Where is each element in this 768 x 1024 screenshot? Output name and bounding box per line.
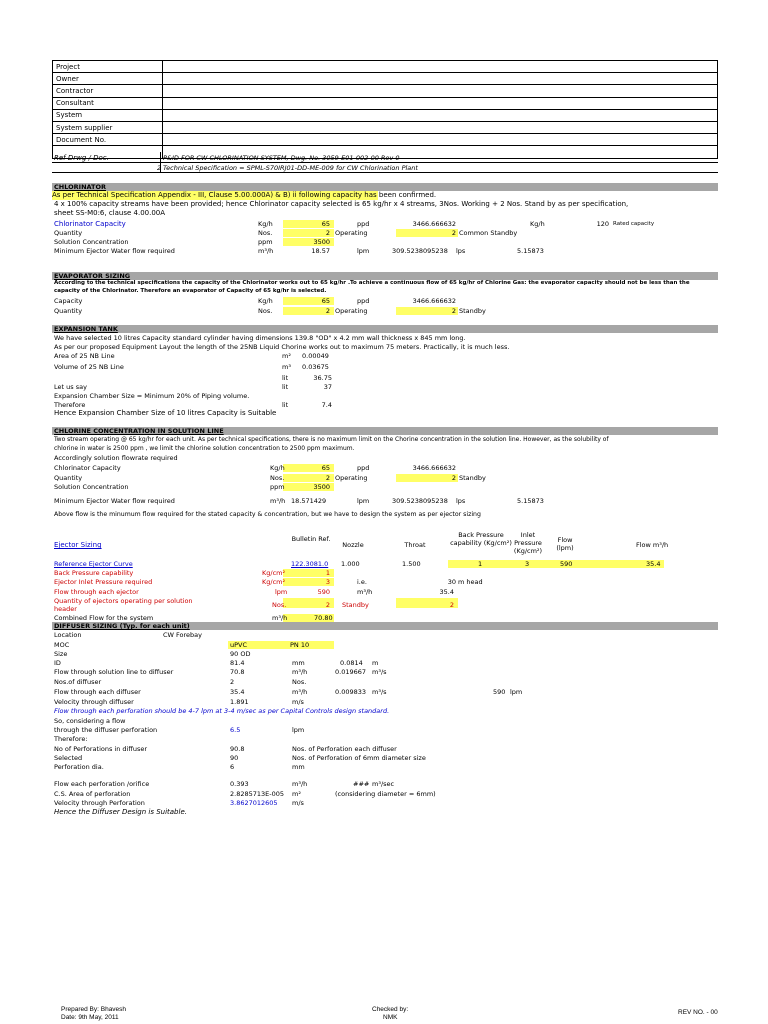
value: 309.5238095238 xyxy=(392,247,448,255)
col-header: Throat xyxy=(404,541,426,549)
unit: m³/h xyxy=(270,497,286,505)
unit: m³/h xyxy=(272,614,288,622)
header-row xyxy=(53,73,718,85)
row-label: Area of 25 NB Line xyxy=(54,352,115,360)
perforation-note: Flow through each perforation should be 4-7 lpm at 3-4 m/sec as per Capital Controls design standard. xyxy=(54,707,390,715)
value: 3 xyxy=(325,578,330,586)
row-label: Combined Flow for the system xyxy=(54,614,154,622)
unit: lit xyxy=(282,374,289,382)
note-text: As per our proposed Equipment Layout the length of the 25NB Liquid Chorine works out to maximum 75 meters. Practically, it is much less. xyxy=(54,343,510,351)
note-text: 4 x 100% capacity streams have been provided; hence Chlorinator capacity selected is 65 kg/hr x 4 streams, 3Nos. Working + 2 Nos. Stand by as per specification, xyxy=(54,200,629,208)
checked-by: Checked by: xyxy=(372,1006,409,1013)
spec-note: As per Technical Specification Appendix - III, Clause 5.00.000A) & B) ii following capacity has been confirmed. xyxy=(52,191,437,199)
row-label: Quantity xyxy=(54,307,83,315)
unit: Kg/h xyxy=(270,464,285,472)
row-label: ID xyxy=(54,659,61,667)
value: 3466.666632 xyxy=(412,464,456,472)
reference-ejector-link[interactable]: Reference Ejector Curve xyxy=(54,560,133,568)
divider xyxy=(160,152,161,172)
unit: Nos. xyxy=(292,678,307,686)
col-header: Inlet Pressure (Kg/cm²) xyxy=(513,531,543,555)
value: 37 xyxy=(323,383,332,391)
unit: Operating xyxy=(335,474,368,482)
value: 590 xyxy=(493,688,506,696)
unit: mm xyxy=(292,659,305,667)
value: PN 10 xyxy=(290,641,310,649)
unit: Common Standby xyxy=(459,229,518,237)
unit: Standby xyxy=(459,474,486,482)
header-value[interactable] xyxy=(163,61,718,73)
unit: ppm xyxy=(270,483,285,491)
unit: m³/h xyxy=(292,688,308,696)
header-row xyxy=(53,85,718,97)
value: 1.891 xyxy=(230,698,249,706)
unit: Nos. xyxy=(258,307,273,315)
unit: Kg/cm² xyxy=(262,569,286,577)
row-label: Flow through each ejector xyxy=(54,588,139,596)
header-value[interactable] xyxy=(163,121,718,133)
row-label: Expansion Chamber Size = Minimum 20% of Piping volume. xyxy=(54,392,250,400)
unit: m xyxy=(372,659,379,667)
value: 1 xyxy=(478,560,483,568)
col-header: Bulletin Ref. xyxy=(291,535,331,543)
value: 65 xyxy=(321,297,330,305)
note-text: Above flow is the minumum flow required for the stated capacity & concentration, but we have to design the system as per ejector sizing xyxy=(54,511,481,518)
header-row xyxy=(53,134,718,146)
row-label: No of Perforations in diffuser xyxy=(54,745,147,753)
value: ### xyxy=(353,780,370,788)
value: 590 xyxy=(560,560,573,568)
unit: m/s xyxy=(292,799,304,807)
row-label: Perforation dia. xyxy=(54,763,104,771)
col-header: Nozzle xyxy=(342,541,364,549)
row-label: Velocity through diffuser xyxy=(54,698,134,706)
value: 70.8 xyxy=(230,668,245,676)
value: 3466.666632 xyxy=(412,297,456,305)
value: 1.500 xyxy=(402,560,421,568)
unit: m³/h xyxy=(292,780,308,788)
row-label: Size xyxy=(54,650,68,658)
unit: Standby xyxy=(342,601,369,609)
header-table xyxy=(52,60,718,159)
note-text: sheet SS-M0:6, clause 4.00.00A xyxy=(54,209,166,217)
row-label: C.S. Area of perforation xyxy=(54,790,131,798)
value: 7.4 xyxy=(321,401,332,409)
value: 120 xyxy=(596,220,609,228)
value: 3500 xyxy=(313,238,330,246)
row-label: MOC xyxy=(54,641,70,649)
value: 35.4 xyxy=(646,560,661,568)
value: 3.8627012605 xyxy=(230,799,278,807)
divider xyxy=(52,172,718,173)
header-label: Project xyxy=(53,61,163,73)
prepared-date: Date: 9th May, 2011 xyxy=(61,1014,119,1021)
value: 0.393 xyxy=(230,780,249,788)
row-label: Let us say xyxy=(54,383,87,391)
value[interactable]: 6.5 xyxy=(230,726,241,734)
value: 1 xyxy=(325,569,330,577)
section-header-diffuser: DIFFUSER SIZING (Typ. for each unit) xyxy=(52,622,718,630)
unit: m² xyxy=(282,352,291,360)
unit: m³/sec xyxy=(372,780,395,788)
header-value[interactable] xyxy=(163,109,718,121)
unit: Nos. of Perforation each diffuser xyxy=(292,745,397,753)
value: 5.15873 xyxy=(517,247,544,255)
unit: ppd xyxy=(357,464,370,472)
unit: lpm xyxy=(510,688,523,696)
row-label: Solution Concentration xyxy=(54,238,129,246)
revision: REV NO. - 00 xyxy=(678,1009,718,1016)
row-label: Volume of 25 NB Line xyxy=(54,363,124,371)
row-label: Minimum Ejector Water flow required xyxy=(54,247,175,255)
row-label: Velocity through Perforation xyxy=(54,799,145,807)
unit: Nos. xyxy=(258,229,273,237)
checked-name: NMK xyxy=(383,1014,398,1021)
unit: m/s xyxy=(292,698,304,706)
unit: Kg/cm² xyxy=(262,578,286,586)
value: 2 xyxy=(325,474,330,482)
value: 0.0814 xyxy=(340,659,363,667)
header-value[interactable] xyxy=(163,134,718,146)
value: 2.8285713E-005 xyxy=(230,790,285,798)
row-label: Flow each perforation /orifice xyxy=(54,780,150,788)
section-header-concentration: CHLORINE CONCENTRATION IN SOLUTION LINE xyxy=(52,427,718,435)
header-label: Document No. xyxy=(53,134,163,146)
ejector-sizing-link[interactable]: Ejector Sizing xyxy=(54,541,102,549)
header-row xyxy=(53,97,718,109)
unit: Kg/h xyxy=(530,220,545,228)
value: CW Forebay xyxy=(163,631,202,639)
value: 6 xyxy=(230,763,235,771)
value: 3466.666632 xyxy=(412,220,456,228)
header-value[interactable] xyxy=(163,73,718,85)
unit: Kg/h xyxy=(258,220,273,228)
unit: lps xyxy=(456,497,466,505)
unit: Nos. of Perforation of 6mm diameter size xyxy=(292,754,426,762)
unit: lit xyxy=(282,401,289,409)
row-label: Solution Concentration xyxy=(54,483,129,491)
unit: Standby xyxy=(459,307,486,315)
value: 3 xyxy=(525,560,530,568)
row-label: Flow through each diffuser xyxy=(54,688,141,696)
row-label: Quantity of ejectors operating per solution xyxy=(54,597,193,605)
unit: Kg/h xyxy=(258,297,273,305)
row-label: Chlorinator Capacity xyxy=(54,220,126,228)
header-label: System xyxy=(53,109,163,121)
header-label: Owner xyxy=(53,73,163,85)
row-label: Capacity xyxy=(54,297,83,305)
prepared-by: Prepared By: Bhavesh xyxy=(61,1006,127,1013)
header-value[interactable] xyxy=(163,97,718,109)
value: 90 OD xyxy=(230,650,251,658)
bulletin-link[interactable]: 122.3081.0 xyxy=(291,560,329,568)
note-text: According to the technical specifications the capacity of the Chlorinator works out to 65 kg/hr .To achieve a continuous flow of 65 kg/hr of Chlorine Gas: the evaporator capacity should not be less than the xyxy=(54,280,690,286)
col-header: Back Pressure capability (Kg/cm²) xyxy=(450,531,512,547)
row-label: header xyxy=(54,605,77,613)
section-header-chlorinator: CHLORINATOR xyxy=(52,183,718,191)
ref-line1: P&ID FOR CW CHLORINATION SYSTEM, Dwg. No. 3059-E01-002-00 Rev 0 xyxy=(163,154,400,162)
value: 65 xyxy=(321,220,330,228)
unit: i.e. xyxy=(357,578,367,586)
header-label: Contractor xyxy=(53,85,163,97)
ref-num2: 2 xyxy=(157,164,162,172)
value: 0.03675 xyxy=(302,363,329,371)
unit: Operating xyxy=(335,229,368,237)
value: 35.4 xyxy=(439,588,454,596)
unit: m head xyxy=(458,578,483,586)
unit: m³/h xyxy=(292,668,308,676)
note-text: capacity of the Chlorinator. Therefore an evaporator of Capacity of 65 kg/hr is selected. xyxy=(54,288,327,294)
value: 0.009833 xyxy=(335,688,367,696)
value: 81.4 xyxy=(230,659,245,667)
value: 18.57 xyxy=(311,247,330,255)
row-label: Location xyxy=(54,631,82,639)
header-value[interactable] xyxy=(163,85,718,97)
value: 3500 xyxy=(313,483,330,491)
unit: lpm xyxy=(357,247,370,255)
row-label: Flow through solution line to diffuser xyxy=(54,668,174,676)
value: 18.571429 xyxy=(291,497,327,505)
ref-label: Ref Drwg / Doc. xyxy=(54,154,109,162)
note-text: Accordingly solution flowrate required xyxy=(54,454,178,462)
unit: m³ xyxy=(282,363,291,371)
conclusion: Hence Expansion Chamber Size of 10 litres Capacity is Suitable xyxy=(54,409,277,417)
row-label: Nos.of diffuser xyxy=(54,678,102,686)
value: 30 xyxy=(447,578,456,586)
unit: m³/h xyxy=(357,588,373,596)
header-row xyxy=(53,61,718,73)
row-label: Minimum Ejector Water flow required xyxy=(54,497,175,505)
row-label: Back Pressure capability xyxy=(54,569,134,577)
value: 0.00049 xyxy=(302,352,329,360)
value: 590 xyxy=(317,588,330,596)
unit: mm xyxy=(292,763,305,771)
note-text: We have selected 10 litres Capacity standard cylinder having dimensions 139.8 "OD" x 4.2 mm wall thickness x 845 mm long. xyxy=(54,334,466,342)
row-label: Ejector Inlet Pressure required xyxy=(54,578,153,586)
note: Rated capacity xyxy=(613,221,655,227)
col-header: Flow m³/h xyxy=(636,541,669,549)
value: 309.5238095238 xyxy=(392,497,448,505)
unit: Nos. xyxy=(270,474,285,482)
header-row xyxy=(53,121,718,133)
value: 90.8 xyxy=(230,745,245,753)
value: 2 xyxy=(325,307,330,315)
header-label: Consultant xyxy=(53,97,163,109)
header-row xyxy=(53,109,718,121)
header-label: System supplier xyxy=(53,121,163,133)
value: 2 xyxy=(325,601,330,609)
conclusion: Hence the Diffuser Design is Suitable. xyxy=(54,808,187,816)
value: 5.15873 xyxy=(517,497,544,505)
value: 2 xyxy=(451,307,456,315)
divider xyxy=(52,162,718,163)
unit: Nos. xyxy=(272,601,287,609)
value: 1.000 xyxy=(341,560,360,568)
value: 90 xyxy=(230,754,239,762)
unit: lit xyxy=(282,383,289,391)
value: 2 xyxy=(451,474,456,482)
row-label: Therefore xyxy=(54,401,86,409)
unit: m³/s xyxy=(372,668,387,676)
note-text: Two stream operating @ 65 kg/hr for each unit. As per technical specifications, there is no maximum limit on the Chorine concentration in the solution line. However, as the solubility of xyxy=(54,436,609,443)
unit: lps xyxy=(456,247,466,255)
row-label: Selected xyxy=(54,754,83,762)
value: 36.75 xyxy=(313,374,332,382)
value: uPVC xyxy=(230,641,248,649)
unit: lpm xyxy=(357,497,370,505)
note: (considering diameter = 6mm) xyxy=(335,790,436,798)
value: 2 xyxy=(230,678,235,686)
value: 35.4 xyxy=(230,688,245,696)
unit: m² xyxy=(292,790,301,798)
unit: ppm xyxy=(258,238,273,246)
unit: ppd xyxy=(357,220,370,228)
value: 65 xyxy=(321,464,330,472)
row-label: Quantity xyxy=(54,229,83,237)
value: 0.019667 xyxy=(335,668,367,676)
value: 2 xyxy=(451,229,456,237)
row-label: Quantity xyxy=(54,474,83,482)
unit: ppd xyxy=(357,297,370,305)
unit: m³/h xyxy=(258,247,274,255)
value: 2 xyxy=(325,229,330,237)
row-label: Therefore: xyxy=(54,735,88,743)
unit: lpm xyxy=(275,588,288,596)
row-label: Chlorinator Capacity xyxy=(54,464,121,472)
col-header: Flow (lpm) xyxy=(556,536,574,552)
section-header-evaporator: EVAPORATOR SIZING xyxy=(52,272,718,280)
value: 70.80 xyxy=(314,614,333,622)
unit: m³/s xyxy=(372,688,387,696)
value: 2 xyxy=(449,601,454,609)
row-label: through the diffuser perforation xyxy=(54,726,158,734)
unit: Operating xyxy=(335,307,368,315)
unit: lpm xyxy=(292,726,305,734)
note-text: chlorine in water is 2500 ppm , we limit the chlorine solution concentration to 2500 ppm maximum. xyxy=(54,445,355,452)
ref-line2: Technical Specification = SPML-S70IRJ01-DD-ME-009 for CW Chlorination Plant xyxy=(163,164,418,172)
section-header-expansion: EXPANSION TANK xyxy=(52,325,718,333)
row-label: So, considering a flow xyxy=(54,717,126,725)
